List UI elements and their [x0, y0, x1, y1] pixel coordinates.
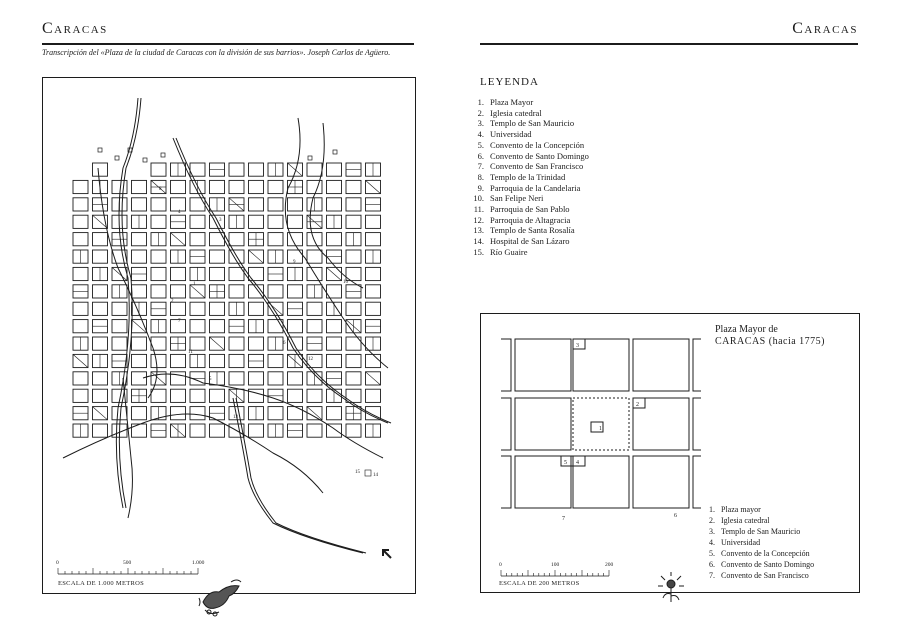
legend-item-label: Hospital de San Lázaro [490, 236, 570, 247]
city-block [366, 389, 381, 402]
small-marker-icon [365, 470, 371, 476]
scale-label: ESCALA DE 1.000 METROS [58, 580, 145, 587]
city-block [132, 337, 147, 350]
inset-block-label: 5 [564, 460, 567, 466]
city-block [132, 354, 147, 367]
city-block [190, 302, 205, 315]
river-line [236, 398, 366, 553]
city-block [327, 424, 342, 437]
city-block [151, 389, 166, 402]
block-number-label: 11 [188, 350, 193, 355]
city-block [307, 163, 322, 176]
legend-item-label: Templo de la Trinidad [490, 171, 566, 182]
river-line [233, 398, 363, 553]
legend-item-label: Iglesia catedral [490, 107, 542, 118]
scale-tick-500: 500 [123, 560, 132, 566]
inset-legend-item [701, 515, 814, 526]
city-block [268, 407, 283, 420]
inset-legend-item [701, 537, 814, 548]
city-block [288, 389, 303, 402]
city-block [327, 163, 342, 176]
city-block [171, 285, 186, 298]
city-block [346, 250, 361, 263]
inset-block [633, 339, 689, 391]
legend-item-label: Convento de San Francisco [490, 161, 584, 172]
river-line [63, 414, 323, 493]
legend-item-number: 10. [473, 193, 484, 204]
city-block [288, 407, 303, 420]
city-block [73, 215, 88, 228]
inset-block-label: 7 [562, 516, 565, 522]
city-block [307, 389, 322, 402]
city-block [151, 198, 166, 211]
city-block [93, 424, 108, 437]
bird-ornament-icon [195, 572, 251, 618]
city-block [73, 198, 88, 211]
legend-item [466, 97, 589, 108]
city-block [210, 389, 225, 402]
city-block [132, 198, 147, 211]
inset-block [515, 339, 571, 391]
city-block [190, 215, 205, 228]
block-number-label: 9 [293, 260, 296, 265]
inset-block-label: 1 [599, 426, 602, 432]
city-block [268, 285, 283, 298]
city-block [132, 285, 147, 298]
legend-item-label: Parroquia de la Candelaria [490, 182, 581, 193]
right-title-rule [480, 43, 858, 45]
legend-item-number: 12. [473, 214, 484, 225]
north-arrow-icon [383, 550, 391, 558]
city-block [307, 302, 322, 315]
city-block [132, 233, 147, 246]
city-block [229, 337, 244, 350]
city-block [190, 389, 205, 402]
city-block [249, 180, 264, 193]
city-block [288, 320, 303, 333]
city-block [366, 354, 381, 367]
block-number-label: 13 [233, 415, 238, 420]
legend-item-number: 9. [477, 182, 484, 193]
flower-ornament-icon [655, 572, 687, 604]
city-block [93, 302, 108, 315]
city-block [190, 424, 205, 437]
legend-item-number: 7. [477, 161, 484, 172]
city-block [249, 215, 264, 228]
city-block [327, 354, 342, 367]
block-number-label: 15 [355, 470, 360, 475]
inset-block [633, 398, 689, 450]
city-block [249, 198, 264, 211]
city-block [132, 424, 147, 437]
legend-item-label: Convento de Santo Domingo [490, 150, 589, 161]
city-block [190, 233, 205, 246]
block-number-label: 4 [178, 210, 181, 215]
city-block [190, 320, 205, 333]
city-block [93, 372, 108, 385]
city-block [93, 163, 108, 176]
inset-legend-item [701, 548, 814, 559]
legend-item [466, 193, 589, 204]
right-page-title: Caracas [792, 20, 858, 37]
inset-scale-tick-0: 0 [499, 562, 502, 568]
city-block [307, 250, 322, 263]
city-block [132, 372, 147, 385]
city-block [210, 250, 225, 263]
city-block [190, 337, 205, 350]
legend-item [466, 129, 589, 140]
city-block [73, 389, 88, 402]
legend-item-number: 1. [477, 97, 484, 107]
city-block [93, 233, 108, 246]
city-block [288, 215, 303, 228]
city-map-frame [42, 77, 416, 594]
city-block [268, 354, 283, 367]
city-block [210, 302, 225, 315]
inset-legend-item-number: 2. [709, 516, 715, 525]
legend-item [466, 151, 589, 162]
city-block [288, 372, 303, 385]
map-subtitle: Transcripción del «Plaza de la ciudad de Caracas con la división de sus barrios». Joseph Carlos de Agüero. [42, 48, 391, 57]
city-map [43, 78, 415, 593]
city-block [132, 407, 147, 420]
city-block [132, 250, 147, 263]
city-block [307, 180, 322, 193]
city-block [268, 215, 283, 228]
city-block [249, 302, 264, 315]
left-title-rule [42, 43, 414, 45]
legend-item-number: 3. [477, 118, 484, 129]
city-block [210, 267, 225, 280]
inset-block [573, 398, 629, 450]
legend-item [466, 183, 589, 194]
city-block [151, 267, 166, 280]
city-block [151, 250, 166, 263]
inset-legend-item-label: Iglesia catedral [721, 516, 770, 525]
city-block [112, 302, 127, 315]
legend-item [466, 225, 589, 236]
legend-item [466, 204, 589, 215]
inset-block [515, 398, 571, 450]
block-number-label: 12 [308, 357, 313, 362]
city-block [268, 180, 283, 193]
city-block [210, 354, 225, 367]
inset-plaza-map [481, 314, 711, 529]
inset-block-label: 4 [576, 460, 579, 466]
city-block [112, 407, 127, 420]
legend-item-number: 6. [477, 150, 484, 161]
inset-legend-item [701, 504, 814, 515]
city-block [346, 354, 361, 367]
city-block [73, 180, 88, 193]
block-number-label: 2 [171, 299, 174, 304]
inset-legend-item-number: 6. [709, 560, 715, 569]
city-block [73, 372, 88, 385]
legend-item-label: Templo de Santa Rosalía [490, 225, 575, 236]
inset-legend-item-label: Convento de San Francisco [721, 571, 809, 580]
city-block [366, 285, 381, 298]
inset-legend-item [701, 526, 814, 537]
city-block [288, 337, 303, 350]
block-number-label: 10 [343, 280, 348, 285]
city-block [307, 424, 322, 437]
inset-block [633, 456, 689, 508]
city-block [171, 407, 186, 420]
block-number-label: 3 [219, 218, 222, 223]
inset-block [573, 339, 629, 391]
city-block [210, 233, 225, 246]
legend-item [466, 172, 589, 183]
city-block [112, 320, 127, 333]
city-block [346, 198, 361, 211]
block-number-label: 8 [159, 187, 162, 192]
legend-item-label: Universidad [490, 129, 532, 140]
legend-item [466, 140, 589, 151]
legend-item [466, 118, 589, 129]
city-block [249, 424, 264, 437]
city-block [73, 267, 88, 280]
inset-block-label: 3 [576, 343, 579, 349]
city-block [73, 233, 88, 246]
city-block [112, 337, 127, 350]
city-block [249, 267, 264, 280]
city-block [346, 180, 361, 193]
inset-legend-list [701, 504, 814, 581]
legend-item [466, 161, 589, 172]
inset-block [515, 456, 571, 508]
city-block [210, 320, 225, 333]
inset-legend-item [701, 559, 814, 570]
city-block [327, 198, 342, 211]
city-block [327, 320, 342, 333]
inset-block-label: 6 [674, 513, 677, 519]
legend-item-label: San Felipe Neri [490, 193, 544, 204]
block-number-label: 1 [193, 282, 196, 287]
city-block [366, 267, 381, 280]
city-block [288, 285, 303, 298]
inset-legend-item-label: Plaza mayor [721, 505, 761, 514]
city-block [229, 285, 244, 298]
legend-list [466, 97, 589, 258]
inset-legend-item-label: Universidad [721, 538, 761, 547]
city-block [151, 163, 166, 176]
left-page-title: Caracas [42, 20, 108, 37]
legend-item-label: Parroquia de San Pablo [490, 204, 570, 215]
inset-scale-tick-100: 100 [551, 562, 560, 568]
legend-item-number: 5. [477, 139, 484, 150]
legend-item-number: 11. [473, 204, 484, 215]
city-block [249, 337, 264, 350]
city-block [171, 354, 186, 367]
city-block [346, 389, 361, 402]
city-block [366, 215, 381, 228]
city-block [93, 285, 108, 298]
inset-legend-item-label: Templo de San Mauricio [721, 527, 801, 536]
city-block [307, 233, 322, 246]
map-scale-bar [50, 560, 210, 590]
city-block [366, 233, 381, 246]
city-block [93, 337, 108, 350]
legend-item-number: 8. [477, 171, 484, 182]
legend-item-label: Convento de la Concepción [490, 139, 585, 150]
city-block [171, 267, 186, 280]
city-block [327, 337, 342, 350]
city-block [93, 389, 108, 402]
inset-legend-item-number: 1. [709, 505, 715, 514]
legend-item-number: 2. [477, 107, 484, 118]
city-block [210, 424, 225, 437]
river-line [143, 374, 383, 458]
inset-title-line2: CARACAS (hacia 1775) [715, 336, 825, 347]
city-block [151, 354, 166, 367]
legend-item-number: 15. [473, 246, 484, 257]
city-block [73, 320, 88, 333]
city-block [346, 372, 361, 385]
city-block [346, 424, 361, 437]
city-block [346, 302, 361, 315]
block-number-label: 14 [373, 473, 378, 478]
city-block [327, 233, 342, 246]
city-block [229, 354, 244, 367]
inset-legend-item-label: Convento de la Concepción [721, 549, 810, 558]
block-number-label: 5 [209, 377, 212, 382]
city-block [346, 215, 361, 228]
legend-item-label: Plaza Mayor [490, 97, 534, 107]
city-block [288, 198, 303, 211]
city-block [307, 320, 322, 333]
city-block [268, 233, 283, 246]
inset-block-label: 2 [636, 402, 639, 408]
legend-heading: LEYENDA [480, 76, 539, 88]
legend-item-number: 13. [473, 225, 484, 236]
scale-tick-0: 0 [56, 560, 59, 566]
block-number-label: 7 [178, 319, 181, 324]
inset-legend-item-label: Convento de Santo Domingo [721, 560, 815, 569]
city-block [73, 302, 88, 315]
city-block [249, 163, 264, 176]
city-block [190, 198, 205, 211]
city-block [151, 215, 166, 228]
legend-item [466, 108, 589, 119]
city-block [268, 372, 283, 385]
city-block [210, 180, 225, 193]
scale-tick-1000: 1.000 [192, 560, 205, 566]
inset-legend-item-number: 4. [709, 538, 715, 547]
inset-title-line1: Plaza Mayor de [715, 324, 778, 335]
inset-map-frame [480, 313, 860, 593]
inset-legend-item-number: 3. [709, 527, 715, 536]
legend-item-label: Parroquia de Altagracia [490, 214, 571, 225]
city-block [171, 389, 186, 402]
legend-item [466, 247, 589, 258]
city-block [249, 372, 264, 385]
city-block [229, 372, 244, 385]
city-block [171, 180, 186, 193]
city-block [229, 233, 244, 246]
city-block-grid [73, 148, 381, 437]
inset-scale-tick-200: 200 [605, 562, 614, 568]
city-block [229, 180, 244, 193]
legend-item-label: Río Guaire [490, 246, 528, 257]
legend-item-number: 4. [477, 129, 484, 140]
city-block [151, 285, 166, 298]
city-block [327, 180, 342, 193]
legend-item [466, 215, 589, 226]
inset-block [573, 456, 629, 508]
city-block [229, 163, 244, 176]
inset-scale-bar [493, 562, 623, 590]
legend-item-label: Templo de San Mauricio [490, 118, 575, 129]
city-block [268, 198, 283, 211]
city-block [132, 180, 147, 193]
inset-scale-label: ESCALA DE 200 METROS [499, 580, 580, 587]
city-block [93, 250, 108, 263]
inset-legend-item-number: 5. [709, 549, 715, 558]
city-block [327, 407, 342, 420]
legend-item-number: 14. [473, 236, 484, 247]
legend-item [466, 236, 589, 247]
river-line [285, 118, 388, 368]
inset-legend-item [701, 570, 814, 581]
city-block [190, 407, 205, 420]
city-block [366, 302, 381, 315]
river-line [98, 168, 157, 398]
city-block [171, 302, 186, 315]
inset-legend-item-number: 7. [709, 571, 715, 580]
block-number-label: 6 [283, 341, 286, 346]
